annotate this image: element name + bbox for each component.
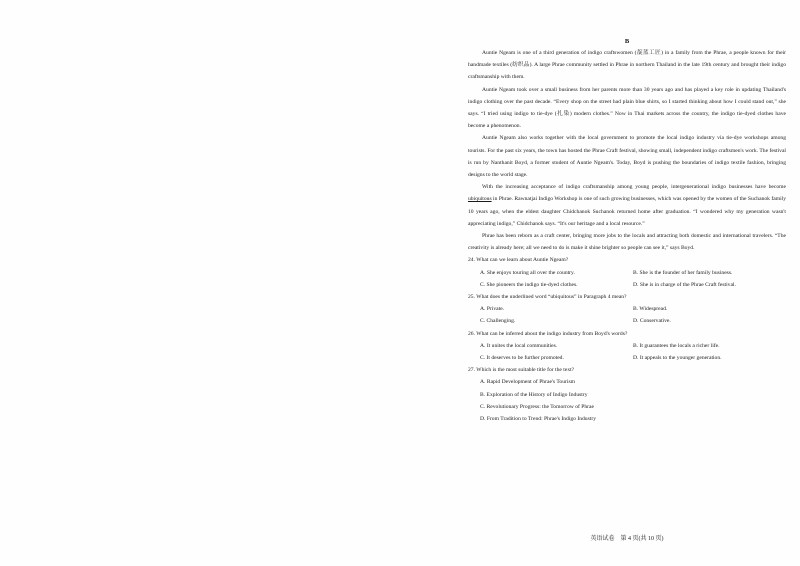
question-stem: 27. Which is the most suitable title for the text? <box>468 367 575 374</box>
answer-options <box>468 376 786 425</box>
answer-options <box>468 303 786 327</box>
question-stem: 25. What does the underlined word “ubiquitous” in Paragraph 4 mean? <box>468 294 627 301</box>
passage-paragraph: With the increasing acceptance of indigo craftsmanship among young people, intergenerational indigo businesses have become ubiquitous in Phrae. Rawnatjai Indigo Workshop is one of such growing businesses, which was opened by the women of the Suchanok family 10 years ago, when the eldest daughter Chidchanok Suchanok returned home after graduation. “I wondered why my generation wasn't appreciating indigo,” Chidchanok says. “It's our heritage and a local resource.” <box>468 184 786 227</box>
passage-paragraph: Auntie Ngeam also works together with the local government to promote the local indigo industry via tie-dye workshops among tourists. For the past six years, the town has hosted the Phrae Craft festival, showing small, independent indigo craftsmen's work. The festival is run by Nanthanit Boyd, a former student of Auntie Ngeam's. Today, Boyd is pushing the boundaries of indigo textile fashion, bringing designs to the world stage. <box>468 135 786 179</box>
passage-paragraph: Phrae has been reborn as a craft center, bringing more jobs to the locals and attracting both domestic and international travelers. “The creativity is already here; all we need to do is make it shine brighter so people can see it,” says Boyd. <box>468 233 786 252</box>
answer-option: A. Private. <box>480 306 505 313</box>
answer-option: A. She enjoys touring all over the country. <box>480 269 575 276</box>
answer-option: B. It guarantees the locals a richer life. <box>633 342 720 349</box>
answer-option: B. She is the founder of her family business. <box>633 269 733 276</box>
answer-option: D. It appeals to the younger generation. <box>633 355 722 362</box>
answer-option: C. Challenging. <box>480 318 516 325</box>
section-label: B <box>624 38 630 45</box>
answer-option: C. Revolutionary Progress: the Tomorrow of Phrae <box>480 403 595 410</box>
underlined-word: ubiquitous <box>468 196 492 203</box>
answer-option: B. Exploration of the History of Indigo Industry <box>480 391 588 398</box>
answer-option: D. She is in charge of the Phrae Craft festival. <box>633 281 736 288</box>
question-list <box>468 254 786 425</box>
passage <box>468 47 786 254</box>
question-stem: 26. What can be inferred about the indigo industry from Boyd's words? <box>468 330 628 337</box>
passage-paragraph: Auntie Ngeam took over a small business from her parents more than 30 years ago and has played a key role in updating Thailand's indigo clothing over the past decade. “Every shop on the street had plain blue shirts, so I started thinking about how I could stand out,” she says. “I tried using indigo to tie-dye (扎染) modern clothes.” Now in Thai markets across the country, the indigo tie-dyed clothes have become a phenomenon. <box>468 86 786 130</box>
answer-options <box>468 267 786 291</box>
answer-option: B. Widespread. <box>633 306 668 313</box>
question-stem: 24. What can we learn about Auntie Ngeam? <box>468 257 569 264</box>
reading-section-b <box>468 37 786 425</box>
answer-option: C. It deserves to be further promoted. <box>480 355 564 362</box>
answer-option: A. Rapid Development of Phrae's Tourism <box>480 379 575 386</box>
page-footer: 英语试卷 第 4 页(共 10 页) <box>590 536 664 542</box>
passage-paragraph: Auntie Ngeam is one of a third generation of indigo craftswomen (靛蓝工匠) in a family from the Phrae, a people known for their handmade textiles (纺织品). A large Phrae community settled in Phrae in northern Thailand in the late 19th century and brought their indigo craftsmanship with them. <box>468 50 786 81</box>
answer-options <box>468 340 786 364</box>
answer-option: D. Conservative. <box>633 318 671 325</box>
answer-option: C. She pioneers the indigo tie-dyed clothes. <box>480 281 578 288</box>
answer-option: A. It unites the local communities. <box>480 342 558 349</box>
answer-option: D. From Tradition to Trend: Phrae's Indigo Industry <box>480 416 596 423</box>
